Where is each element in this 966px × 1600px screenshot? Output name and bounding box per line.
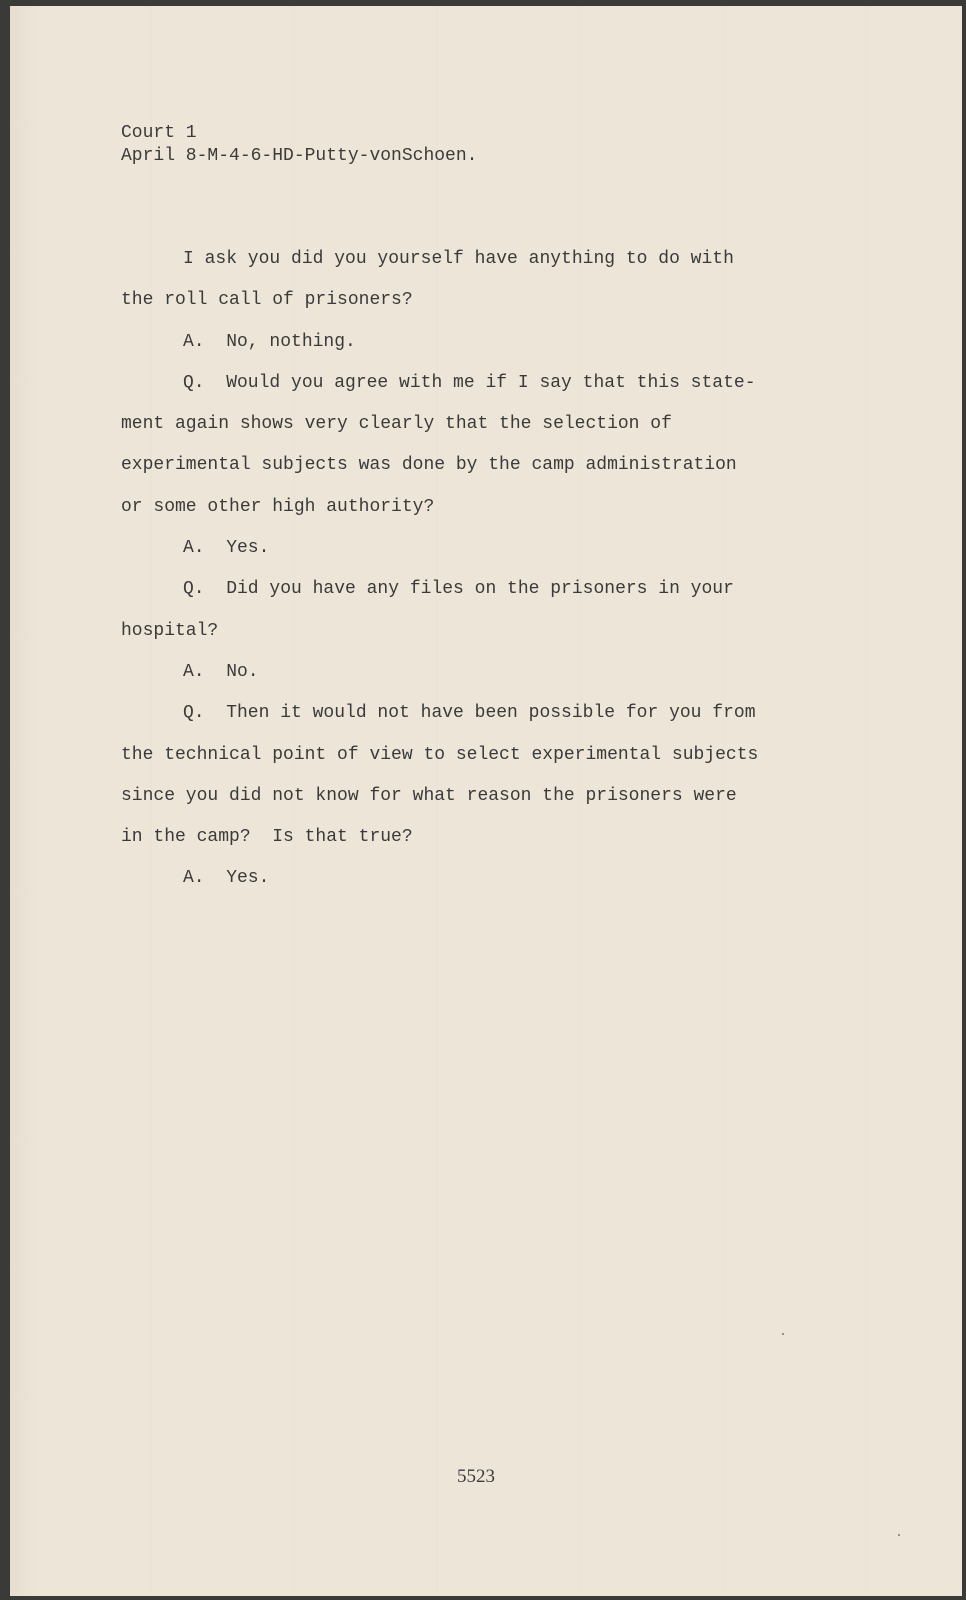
- transcript-line: ment again shows very clearly that the selection of: [121, 414, 672, 435]
- transcript-line: experimental subjects was done by the camp administration: [121, 455, 737, 476]
- transcript-line: A. No.: [183, 661, 259, 682]
- transcript-line: Q. Did you have any files on the prisoners in your: [183, 579, 734, 600]
- transcript-line: hospital?: [121, 620, 219, 641]
- document-page: [10, 6, 962, 1596]
- page-number: 5523: [457, 1466, 495, 1487]
- header-session: April 8-M-4-6-HD-Putty-vonSchoen.: [121, 146, 478, 166]
- transcript-line: the roll call of prisoners?: [121, 290, 413, 311]
- transcript-line: or some other high authority?: [121, 496, 435, 517]
- transcript-line: I ask you did you yourself have anything to do with: [183, 249, 734, 269]
- transcript-line: A. Yes.: [183, 868, 270, 889]
- transcript-line: Q. Then it would not have been possible for you from: [183, 703, 756, 724]
- header-court: Court 1: [121, 123, 197, 143]
- paper-speck: [782, 1333, 784, 1335]
- transcript-line: the technical point of view to select experimental subjects: [121, 744, 759, 765]
- transcript-line: Q. Would you agree with me if I say that this state-: [183, 372, 756, 393]
- paper-speck: [898, 1534, 900, 1536]
- transcript-body: [121, 239, 861, 900]
- transcript-line: A. Yes.: [183, 538, 270, 559]
- transcript-line: since you did not know for what reason the prisoners were: [121, 785, 737, 806]
- document-header: [121, 122, 477, 168]
- transcript-line: A. No, nothing.: [183, 331, 356, 352]
- transcript-line: in the camp? Is that true?: [121, 827, 413, 848]
